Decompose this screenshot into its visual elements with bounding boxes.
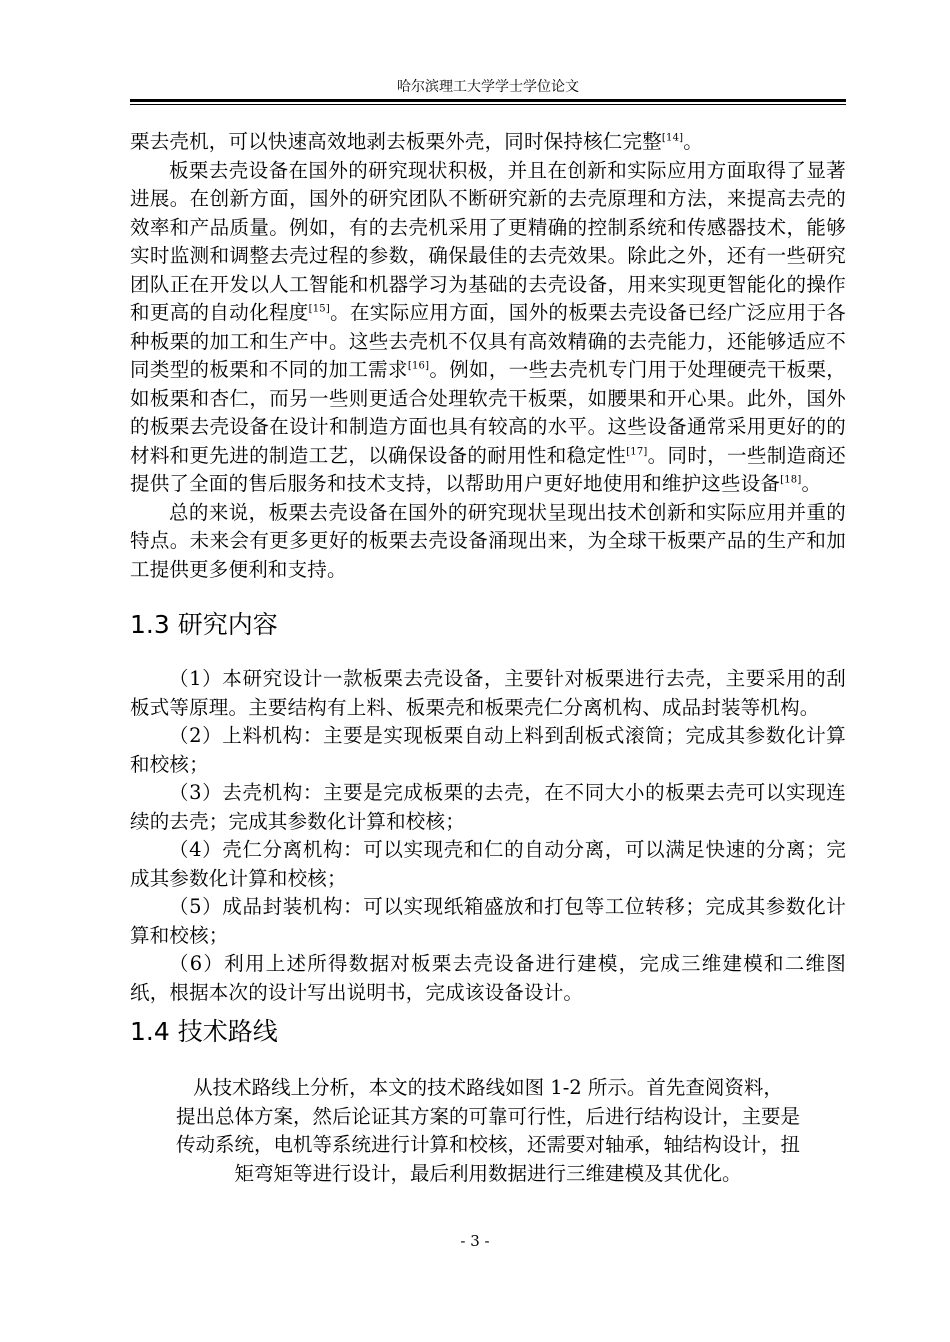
body-block-1 [130,128,846,584]
list-item: （6）利用上述所得数据对板栗去壳设备进行建模，完成三维建模和二维图纸，根据本次的设计写出说明书，完成该设备设计。 [130,952,846,1004]
paragraph-abroad-status [130,157,846,499]
list-item: （3）去壳机构：主要是完成板栗的去壳，在不同大小的板栗去壳可以实现连续的去壳；完成其参数化计算和校核； [130,781,846,833]
paragraph-summary: 总的来说，板栗去壳设备在国外的研究现状呈现出技术创新和实际应用并重的特点。未来会有更多更好的板栗去壳设备涌现出来，为全球干板栗产品的生产和加工提供更多便利和支持。 [130,500,846,581]
tech-route-paragraph [130,1074,846,1188]
list-item: （4）壳仁分离机构：可以实现壳和仁的自动分离，可以满足快速的分离；完成其参数化计算和校核； [130,838,846,890]
paragraph-line: 矩弯矩等进行设计，最后利用数据进行三维建模及其优化。 [234,1161,742,1185]
citation: [17] [626,446,648,457]
paragraph-text: 。 [801,472,822,495]
list-item: （5）成品封装机构：可以实现纸箱盛放和打包等工位转移；完成其参数化计算和校核； [130,895,846,947]
list-item: （1）本研究设计一款板栗去壳设备，主要针对板栗进行去壳，主要采用的刮板式等原理。主要结构有上料、板栗壳和板栗壳仁分离机构、成品封装等机构。 [130,667,846,719]
paragraph-text: 。 [683,130,703,153]
citation: [16] [407,360,430,372]
paragraph-text: 板栗去壳设备在国外的研究现状积极，并且在创新和实际应用方面取得了显著进展。在创新方面，国外的研究团队不断研究新的去壳原理和方法，来提高去壳的效率和产品质量。例如，有的去壳机采用了更精确的控制系统和传感器技术，能够实时监测和调整去壳过程的参数，确保最佳的去壳效果。除此之外，还有一些研究团队正在开发以人工智能和机器学习为基础的去壳设备，用来实现更智能化的操作和更高的自动化程度 [130,158,846,324]
citation: [18] [780,474,802,486]
paragraph-intro-continued [130,128,846,157]
research-content-list [130,665,846,1007]
citation: [14] [661,132,684,144]
paragraph-text: 栗去壳机，可以快速高效地剥去板栗外壳，同时保持核仁完整 [130,130,662,153]
header-rule-thick [130,99,846,102]
paragraph-line: 提出总体方案，然后论证其方案的可靠可行性，后进行结构设计，主要是 [175,1104,800,1128]
page-number: - 3 - [460,1232,490,1250]
paragraph-text: 。例如，一些去壳机专门用于处理硬壳干板栗，如板栗和杏仁，而另一些则更适合处理软壳干板栗，如腰果和开心果。此外，国外的板栗去壳设备在设计和制造方面也具有较高的水平。这些设备通常采用更好的的材料和更先进的制造工艺，以确保设备的耐用性和稳定性 [130,358,846,467]
citation: [15] [308,303,330,315]
paragraph-text: 。在实际应用方面，国外的板栗去壳设备已经广泛应用于各种板栗的加工和生产中。这些去壳机不仅具有高效精确的去壳能力，还能够适应不同类型的板栗和不同的加工需求 [130,301,846,381]
paragraph-line: 传动系统，电机等系统进行计算和校核，还需要对轴承，轴结构设计，扭 [175,1133,800,1156]
header-rule-thin [130,104,846,105]
section-heading-1-3: 1.3 研究内容 [130,610,278,639]
list-item: （2）上料机构：主要是实现板栗自动上料到刮板式滚筒；完成其参数化计算和校核； [130,724,846,776]
section-heading-1-4: 1.4 技术路线 [130,1017,278,1046]
running-header: 哈尔滨理工大学学士学位论文 [397,79,579,95]
paragraph-line: 从技术路线上分析，本文的技术路线如图 1-2 所示。首先查阅资料， [193,1076,783,1099]
paragraph-text: 。同时，一些制造商还提供了全面的售后服务和技术支持，以帮助用户更好地使用和维护这些设备 [130,443,846,495]
